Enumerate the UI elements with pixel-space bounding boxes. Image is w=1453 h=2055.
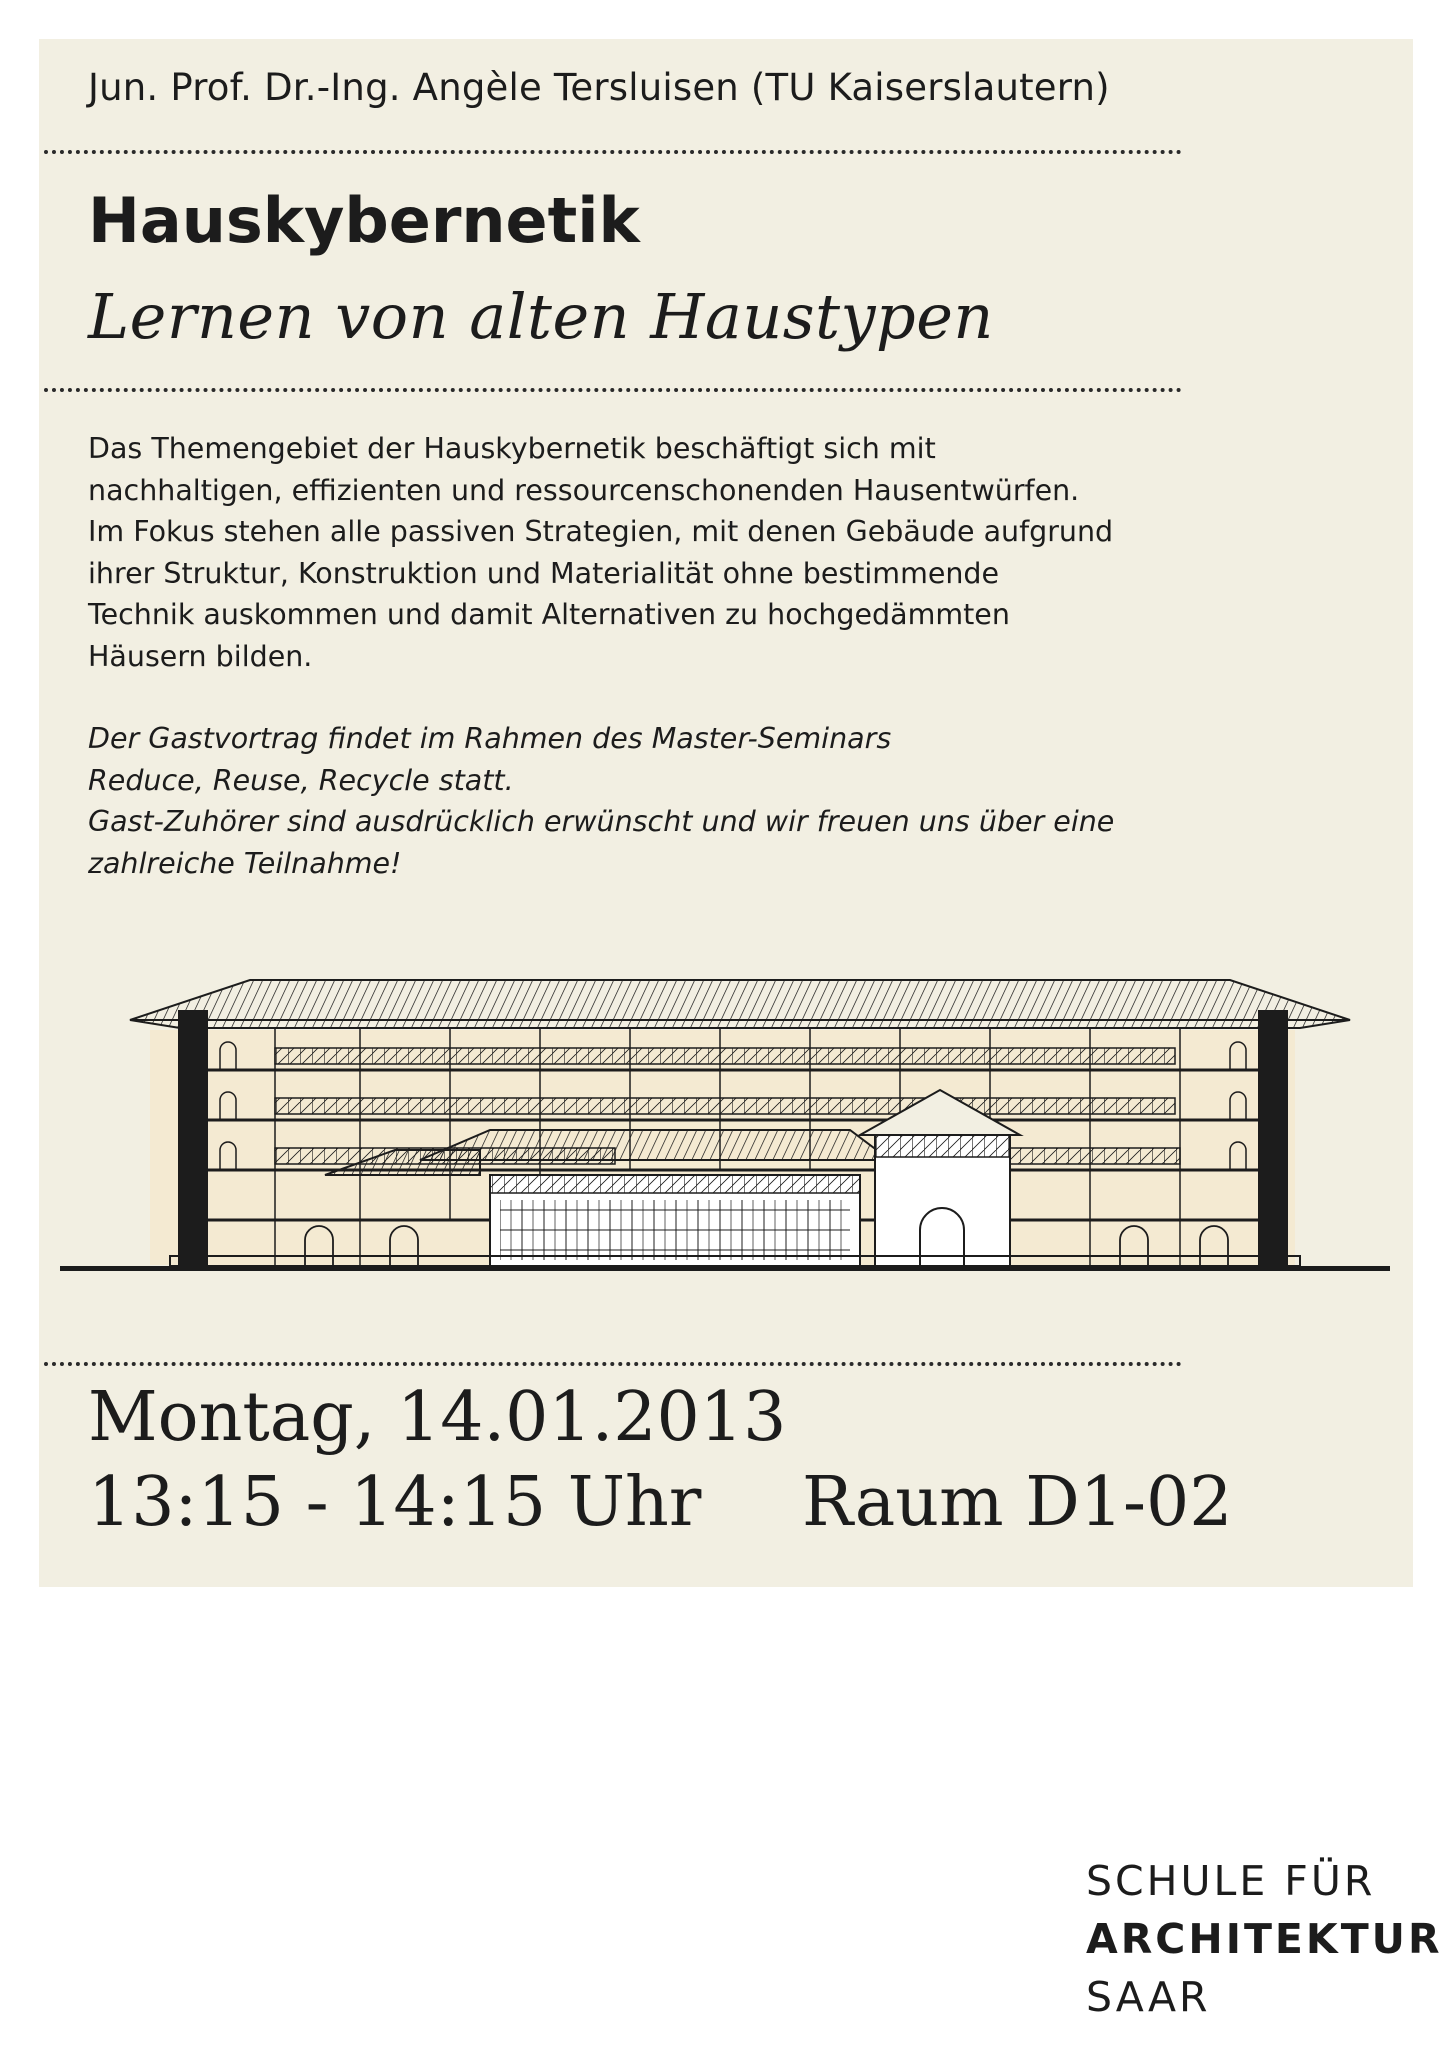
school-logo: [1086, 1852, 1443, 2026]
description-block: [88, 428, 1208, 884]
school-line-2: ARCHITEKTUR: [1086, 1915, 1443, 1963]
lecture-title: Hauskybernetik: [88, 184, 640, 257]
speaker-line: Jun. Prof. Dr.-Ing. Angèle Tersluisen (TU Kaiserslautern): [88, 66, 1110, 109]
description-paragraph: [88, 428, 1208, 677]
description-line: Das Themengebiet der Hauskybernetik beschäftigt sich mit: [88, 432, 936, 465]
description-line: Technik auskommen und damit Alternativen zu hochgedämmten: [88, 598, 1010, 631]
note-line: zahlreiche Teilnahme!: [88, 846, 402, 880]
building-section-drawing: [60, 970, 1390, 1315]
wall-right: [1266, 1010, 1288, 1266]
central-windows: [500, 1200, 850, 1260]
lower-roof: [420, 1130, 890, 1160]
description-line: Im Fokus stehen alle passiven Strategien, mit denen Gebäude aufgrund: [88, 515, 1114, 548]
school-line-3: SAAR: [1086, 1973, 1211, 2021]
note-line: Gast-Zuhörer sind ausdrücklich erwünscht und wir freuen uns über eine: [88, 805, 1115, 838]
wall-left: [178, 1010, 200, 1266]
event-time: 13:15 - 14:15 Uhr: [88, 1463, 702, 1542]
railing-upper: [275, 1048, 1175, 1064]
lecture-subtitle: Lernen von alten Haustypen: [88, 280, 994, 353]
description-line: ihrer Struktur, Konstruktion und Materialität ohne bestimmende: [88, 556, 1000, 590]
railing-middle: [275, 1098, 1175, 1114]
event-room: Raum D1-02: [802, 1463, 1233, 1542]
dotted-divider: [44, 388, 1182, 392]
seminar-note: [88, 718, 1208, 884]
dotted-divider: [44, 150, 1182, 154]
description-line: Häusern bilden.: [88, 639, 313, 673]
note-line: Reduce, Reuse, Recycle statt.: [88, 763, 514, 797]
event-date: Montag, 14.01.2013: [88, 1378, 787, 1457]
note-line: Der Gastvortrag findet im Rahmen des Master-Seminars: [88, 722, 892, 755]
description-line: nachhaltigen, effizienten und ressourcenschonenden Hausentwürfen.: [88, 473, 1080, 507]
school-line-1: SCHULE FÜR: [1086, 1857, 1376, 1905]
dotted-divider: [44, 1362, 1182, 1366]
